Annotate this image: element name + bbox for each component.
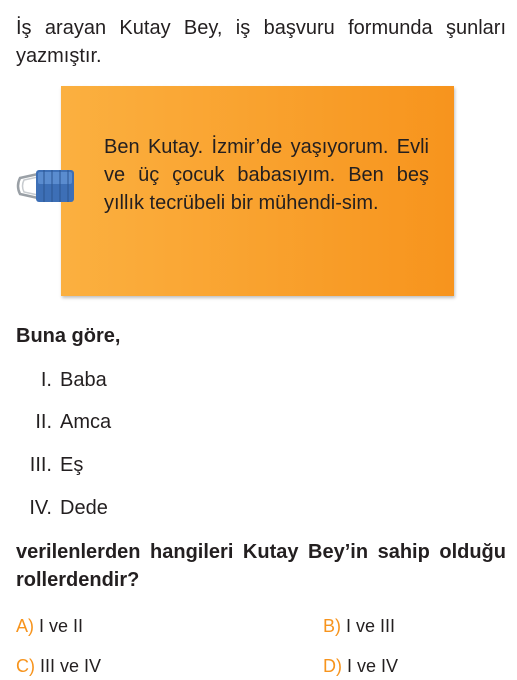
option-d[interactable] <box>323 654 398 678</box>
note-card <box>61 86 454 296</box>
item-text: Dede <box>60 497 108 519</box>
option-b[interactable] <box>323 614 395 638</box>
item-number: III. <box>29 454 52 476</box>
option-a[interactable] <box>16 614 83 638</box>
intro-text: İş arayan Kutay Bey, iş başvuru formunda şunları yazmıştır. <box>16 17 506 67</box>
list-item <box>16 494 108 522</box>
list-item <box>16 451 83 479</box>
option-letter: A) <box>16 616 34 636</box>
note-text: Ben Kutay. İzmir’de yaşıyorum. Evli ve üç çocuk babasıyım. Ben beş yıllık tecrübeli bir mühendi-sim. <box>104 136 429 214</box>
item-number: IV. <box>29 497 52 519</box>
option-letter: B) <box>323 616 341 636</box>
question-text: verilenlerden hangileri Kutay Bey’in sahip olduğu rollerdendir? <box>16 541 506 591</box>
item-text: Baba <box>60 369 107 391</box>
item-number: I. <box>40 369 52 391</box>
list-item <box>16 408 111 436</box>
option-text: I ve II <box>39 616 84 636</box>
item-text: Amca <box>60 411 112 433</box>
option-letter: C) <box>16 656 35 676</box>
option-text: I ve III <box>346 616 396 636</box>
option-text: I ve IV <box>347 656 399 676</box>
option-letter: D) <box>323 656 342 676</box>
option-text: III ve IV <box>40 656 102 676</box>
option-c[interactable] <box>16 654 101 678</box>
item-text: Eş <box>60 454 84 476</box>
item-number: II. <box>35 411 52 433</box>
binder-clip-icon <box>16 166 76 206</box>
list-item <box>16 366 107 394</box>
question-lead: Buna göre, <box>16 325 121 347</box>
